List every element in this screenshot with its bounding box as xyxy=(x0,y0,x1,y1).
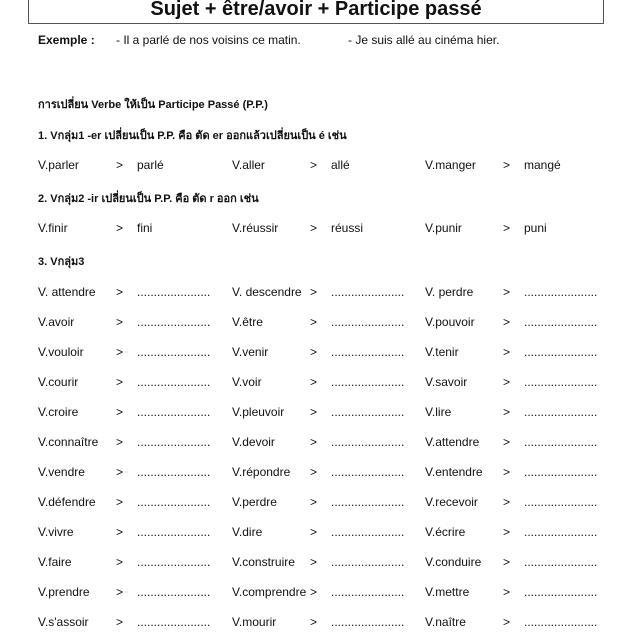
arrow-sign: > xyxy=(116,158,124,172)
verb-infinitive: V.finir xyxy=(38,221,68,235)
verb-row xyxy=(0,375,640,393)
section-heading: 1. Vกลุ่ม1 -er เปลี่ยนเป็น P.P. คือ ตัด er ออกแล้วเปลี่ยนเป็น é เช่น xyxy=(38,130,347,142)
participle-answer: ...................... xyxy=(524,555,598,569)
arrow-sign: > xyxy=(503,285,511,299)
verb-infinitive: V.parler xyxy=(38,158,79,172)
arrow-sign: > xyxy=(310,525,318,539)
arrow-sign: > xyxy=(116,405,124,419)
participle-answer: ...................... xyxy=(524,345,598,359)
participle-answer: ...................... xyxy=(331,465,405,479)
participle-answer: ...................... xyxy=(524,285,598,299)
verb-infinitive: V.lire xyxy=(425,405,452,419)
participle-answer: ...................... xyxy=(137,615,211,629)
verb-infinitive: V.recevoir xyxy=(425,495,478,509)
verb-infinitive: V.mourir xyxy=(232,615,277,629)
arrow-sign: > xyxy=(310,405,318,419)
verb-row xyxy=(0,435,640,453)
participle-answer: ...................... xyxy=(331,555,405,569)
section-heading: 3. Vกลุ่ม3 xyxy=(38,256,85,268)
arrow-sign: > xyxy=(503,345,511,359)
arrow-sign: > xyxy=(503,555,511,569)
arrow-sign: > xyxy=(116,435,124,449)
participle-answer: ...................... xyxy=(137,435,211,449)
verb-infinitive: V.réussir xyxy=(232,221,279,235)
verb-infinitive: V.défendre xyxy=(38,495,96,509)
arrow-sign: > xyxy=(310,435,318,449)
verb-infinitive: V.venir xyxy=(232,345,269,359)
example-line xyxy=(38,33,620,47)
arrow-sign: > xyxy=(310,375,318,389)
participle-answer: ...................... xyxy=(137,495,211,509)
verb-row xyxy=(0,495,640,513)
participle-answer: fini xyxy=(137,221,153,235)
participle-answer: ...................... xyxy=(524,405,598,419)
verb-infinitive: V.vendre xyxy=(38,465,85,479)
example-sentence-1: - Il a parlé de nos voisins ce matin. xyxy=(116,33,301,47)
verb-infinitive: V.entendre xyxy=(425,465,483,479)
arrow-sign: > xyxy=(310,158,318,172)
verb-infinitive: V.voir xyxy=(232,375,262,389)
participle-answer: ...................... xyxy=(137,315,211,329)
arrow-sign: > xyxy=(310,221,318,235)
participle-answer: puni xyxy=(524,221,547,235)
verb-infinitive: V. perdre xyxy=(425,285,474,299)
arrow-sign: > xyxy=(116,585,124,599)
verb-infinitive: V.naître xyxy=(425,615,466,629)
verb-infinitive: V.s'assoir xyxy=(38,615,89,629)
participle-answer: ...................... xyxy=(331,315,405,329)
participle-answer: réussi xyxy=(331,221,364,235)
participle-answer: ...................... xyxy=(137,465,211,479)
verb-infinitive: V.répondre xyxy=(232,465,291,479)
verb-infinitive: V.comprendre xyxy=(232,585,307,599)
arrow-sign: > xyxy=(503,615,511,629)
participle-answer: ...................... xyxy=(137,285,211,299)
participle-answer: ...................... xyxy=(331,285,405,299)
verb-infinitive: V.punir xyxy=(425,221,462,235)
arrow-sign: > xyxy=(503,405,511,419)
title-box xyxy=(28,0,604,24)
participle-answer: mangé xyxy=(524,158,561,172)
participle-answer: ...................... xyxy=(524,315,598,329)
verb-infinitive: V.croire xyxy=(38,405,79,419)
arrow-sign: > xyxy=(503,158,511,172)
section-heading: 2. Vกลุ่ม2 -ir เปลี่ยนเป็น P.P. คือ ตัด r ออก เช่น xyxy=(38,193,259,205)
verb-infinitive: V.dire xyxy=(232,525,263,539)
arrow-sign: > xyxy=(503,375,511,389)
arrow-sign: > xyxy=(116,555,124,569)
arrow-sign: > xyxy=(116,525,124,539)
verb-infinitive: V.connaître xyxy=(38,435,99,449)
arrow-sign: > xyxy=(310,495,318,509)
participle-answer: ...................... xyxy=(331,345,405,359)
verb-infinitive: V.perdre xyxy=(232,495,277,509)
verb-infinitive: V.manger xyxy=(425,158,476,172)
arrow-sign: > xyxy=(310,285,318,299)
participle-answer: ...................... xyxy=(331,435,405,449)
participle-answer: ...................... xyxy=(331,405,405,419)
verb-infinitive: V.courir xyxy=(38,375,79,389)
participle-answer: ...................... xyxy=(137,525,211,539)
verb-row xyxy=(0,465,640,483)
arrow-sign: > xyxy=(116,465,124,479)
verb-infinitive: V.écrire xyxy=(425,525,466,539)
participle-answer: ...................... xyxy=(524,525,598,539)
verb-infinitive: V.savoir xyxy=(425,375,468,389)
verb-infinitive: V.pleuvoir xyxy=(232,405,285,419)
verb-infinitive: V.vouloir xyxy=(38,345,84,359)
arrow-sign: > xyxy=(310,315,318,329)
arrow-sign: > xyxy=(116,375,124,389)
participle-answer: ...................... xyxy=(331,375,405,389)
participle-answer: parlé xyxy=(137,158,164,172)
verb-row xyxy=(0,525,640,543)
verb-row xyxy=(0,315,640,333)
verb-infinitive: V.prendre xyxy=(38,585,90,599)
arrow-sign: > xyxy=(116,221,124,235)
participle-answer: ...................... xyxy=(137,585,211,599)
verb-infinitive: V.aller xyxy=(232,158,265,172)
participle-answer: ...................... xyxy=(137,405,211,419)
participle-answer: ...................... xyxy=(331,495,405,509)
verb-infinitive: V.attendre xyxy=(425,435,480,449)
arrow-sign: > xyxy=(310,585,318,599)
verb-infinitive: V. attendre xyxy=(38,285,96,299)
participle-answer: ...................... xyxy=(331,615,405,629)
verb-row xyxy=(0,585,640,603)
participle-answer: ...................... xyxy=(137,555,211,569)
verb-infinitive: V.faire xyxy=(38,555,72,569)
verb-infinitive: V.tenir xyxy=(425,345,459,359)
verb-row xyxy=(0,405,640,423)
verb-infinitive: V.conduire xyxy=(425,555,482,569)
arrow-sign: > xyxy=(310,465,318,479)
arrow-sign: > xyxy=(503,525,511,539)
arrow-sign: > xyxy=(116,285,124,299)
arrow-sign: > xyxy=(503,221,511,235)
arrow-sign: > xyxy=(310,555,318,569)
arrow-sign: > xyxy=(503,495,511,509)
example-sentence-2: - Je suis allé au cinéma hier. xyxy=(348,33,500,47)
verb-infinitive: V.être xyxy=(232,315,263,329)
arrow-sign: > xyxy=(503,465,511,479)
participle-answer: ...................... xyxy=(524,435,598,449)
arrow-sign: > xyxy=(503,435,511,449)
arrow-sign: > xyxy=(116,345,124,359)
arrow-sign: > xyxy=(116,495,124,509)
participle-answer: ...................... xyxy=(524,585,598,599)
arrow-sign: > xyxy=(310,615,318,629)
verb-row xyxy=(0,285,640,303)
verb-infinitive: V. descendre xyxy=(232,285,302,299)
participle-answer: ...................... xyxy=(524,465,598,479)
example-label: Exemple : xyxy=(38,33,95,47)
participle-answer: ...................... xyxy=(137,345,211,359)
arrow-sign: > xyxy=(116,315,124,329)
arrow-sign: > xyxy=(503,585,511,599)
verb-infinitive: V.vivre xyxy=(38,525,74,539)
participle-answer: ...................... xyxy=(331,525,405,539)
participle-answer: ...................... xyxy=(524,615,598,629)
verb-row xyxy=(0,345,640,363)
verb-infinitive: V.avoir xyxy=(38,315,75,329)
arrow-sign: > xyxy=(310,345,318,359)
participle-answer: ...................... xyxy=(524,375,598,389)
page-title: Sujet + être/avoir + Participe passé xyxy=(150,0,482,20)
verb-row xyxy=(0,158,640,176)
participle-answer: allé xyxy=(331,158,350,172)
verb-infinitive: V.pouvoir xyxy=(425,315,475,329)
verb-row xyxy=(0,221,640,239)
verb-infinitive: V.construire xyxy=(232,555,295,569)
arrow-sign: > xyxy=(503,315,511,329)
participle-answer: ...................... xyxy=(137,375,211,389)
verb-infinitive: V.mettre xyxy=(425,585,470,599)
arrow-sign: > xyxy=(116,615,124,629)
verb-row xyxy=(0,615,640,633)
participle-answer: ...................... xyxy=(331,585,405,599)
participle-answer: ...................... xyxy=(524,495,598,509)
verb-row xyxy=(0,555,640,573)
verb-infinitive: V.devoir xyxy=(232,435,275,449)
intro-heading: การเปลี่ยน Verbe ให้เป็น Participe Passé (P.P.) xyxy=(38,99,268,111)
